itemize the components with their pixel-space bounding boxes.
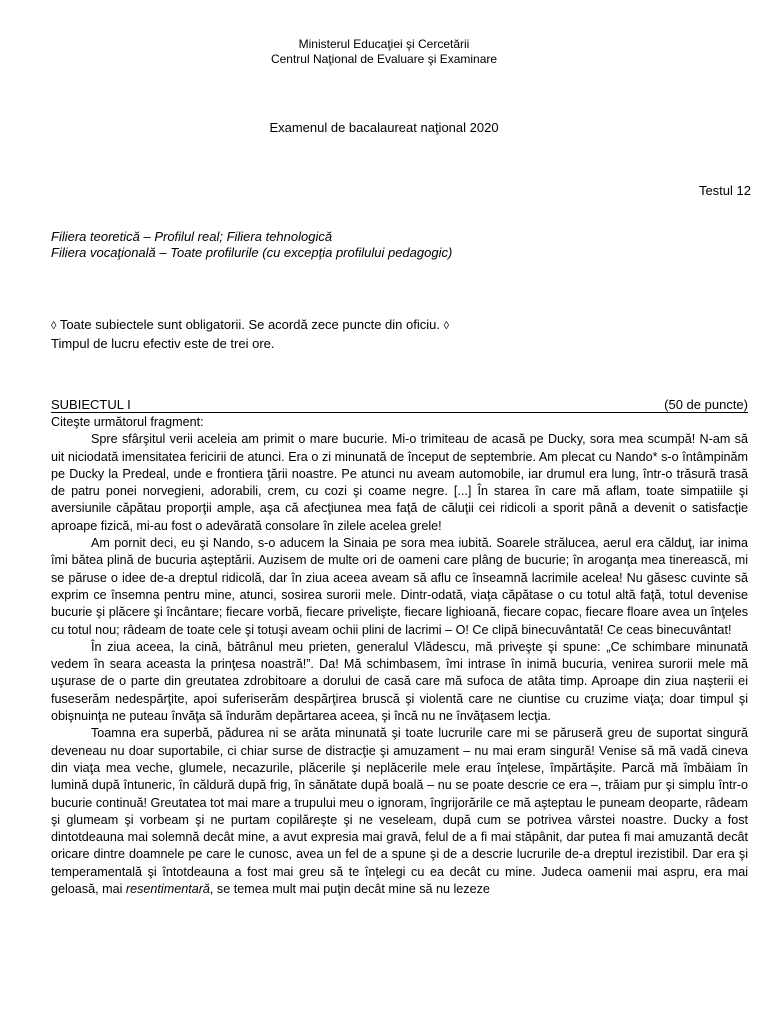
paragraph-4-part-b: , se temea mult mai puţin decât mine să nu lezeze: [209, 882, 490, 897]
subject-points: (50 de puncte): [664, 397, 748, 412]
ministry-name: Ministerul Educaţiei şi Cercetării: [298, 37, 470, 51]
paragraph-3: În ziua aceea, la cină, bătrânul meu prieten, generalul Vlădescu, mă priveşte şi spune: „Ce schimbare minunată vedem în seara aceasta la prinţesa noastră!”. Da! Mă schimbasem, îmi intrase în inimă bucuria, venirea surorii mele mă uşurase de o parte din greutatea zdrobitoare a dorului de casă care mă sufoca de atâta timp. Aproape din ziua naşterii ei fuseserăm nedespărţite, apoi suferiserăm despărţirea bruscă şi violentă care ne ciuntise cu cruzime viaţa; doar timpul şi obişnuinţa ne puteau învăţa să îndurăm depărtarea aceea, şi încă nu ne învăţasem lecţia.: [51, 639, 748, 724]
evaluation-center-name: Centrul Naţional de Evaluare şi Examinare: [270, 52, 498, 66]
instructions-block: [51, 316, 449, 352]
diamond-bullet-icon: ◊: [51, 320, 57, 332]
paragraph-1: Spre sfârşitul verii aceleia am primit o mare bucurie. Mi-o trimiteau de acasă pe Ducky, sora mea scumpă! N-am să uit niciodată imensitatea fericirii de atunci. Era o zi minunată de început de septembrie. Am plecat cu Nando* s-o întâmpinăm pe Ducky la Predeal, unde e frontiera ţării noastre. Pe atunci nu aveam automobile, iar drumul era lung, într-o trăsură trasă de patru ponei norvegieni, adorabili, crem, cu cozi şi coame negre. [...] În starea în care mă aflam, toate simpatiile şi aversiunile căpătau proporţii ample, aşa că afecţiunea mea faţă de căluţii cei ridicoli a sporit până a devenit o satisfacţie aproape fizică, mi-au fost o adevărată consolare în zilele acelea grele!: [51, 432, 748, 533]
instructions-line-2: Timpul de lucru efectiv este de trei ore.: [51, 336, 275, 351]
subject-title: SUBIECTUL I: [51, 397, 131, 412]
subject-heading: [51, 397, 748, 413]
paragraph-4-emphasis: resentimentară: [125, 882, 210, 897]
document-header: [0, 37, 768, 67]
fragment-intro: Citeşte următorul fragment:: [51, 415, 204, 429]
paragraph-4-part-a: Toamna era superbă, pădurea ni se arăta minunată şi toate lucrurile care mi se păruseră greu de suportat singură deveneau nu doar suportabile, ci chiar surse de distracţie şi amuzament – nu mai eram singură! Venise să mă vadă cineva din viaţa mea veche, glumele, necazurile, plăcerile şi neplăcerile mele erau înţelese, împărtăşite. Parcă mă îmbăiam în lumină după întuneric, în căldură după frig, în sănătate după boală – nu se poate descrie ce era –, trăiam pur şi simplu într-o bucurie continuă! Greutatea tot mai mare a trupului meu o ignoram, îngrijorările ce mă aşteptau le puneam deoparte, râdeam şi glumeam şi vorbeam şi ne purtam copilăreşte şi ne veseleam, după cum se potrivea vârstei noastre. Ducky a fost dintotdeauna mai solemnă decât mine, a avut expresia mai gravă, felul de a fi mai stăpânit, dar putea fi mai amuzantă decât oricare dintre doamnele pe care le cunosc, avea un fel de a spune şi de a descrie lucrurile de-a dreptul irezistibil. Dar era şi temperamentală şi întotdeauna a fost mai greu să te înţelegi cu ea decât cu mine. Judeca oamenii mai aspru, era mai geloasă, mai: [51, 726, 748, 897]
filiera-line-1: Filiera teoretică – Profilul real; Filiera tehnologică: [51, 229, 333, 244]
exam-title: Examenul de bacalaureat naţional 2020: [269, 120, 499, 135]
paragraph-4: [51, 725, 748, 898]
filiera-block: [51, 229, 452, 261]
filiera-line-2: Filiera vocaţională – Toate profilurile (cu excepţia profilului pedagogic): [51, 245, 453, 260]
instructions-line-1: [51, 316, 449, 335]
instructions-text-1: Toate subiectele sunt obligatorii. Se acordă zece puncte din oficiu.: [59, 317, 440, 332]
fragment-text: [51, 414, 748, 898]
paragraph-2: Am pornit deci, eu şi Nando, s-o aducem la Sinaia pe sora mea iubită. Soarele strălucea, aerul era călduţ, iar inima îmi bătea plină de bucuria aşteptării. Auzisem de multe ori de oameni care plâng de bucurie; în aroganţa mea tinerească, mi se păruse o idee de-a dreptul ridicolă, dar în ziua aceea aveam să aflu ce înseamnă lacrimile acelea! Nu găsesc cuvinte să exprim ce însemna pentru mine, atunci, sosirea surorii mele. Dintr-odată, viaţa căpătase o cu totul altă faţă, totul devenise bucurie şi plăcere şi încântare; fiecare vorbă, fiecare privelişte, fiecare lighioană, fiecare copac, fiecare floare avea un înţeles cu totul nou; râdeam de toate cele şi totuşi aveam ochii plini de lacrimi – O! Ce clipă binecuvântată! Ce ceas binecuvântat!: [51, 536, 748, 637]
diamond-bullet-icon: ◊: [443, 320, 450, 332]
test-number: Testul 12: [698, 183, 751, 198]
